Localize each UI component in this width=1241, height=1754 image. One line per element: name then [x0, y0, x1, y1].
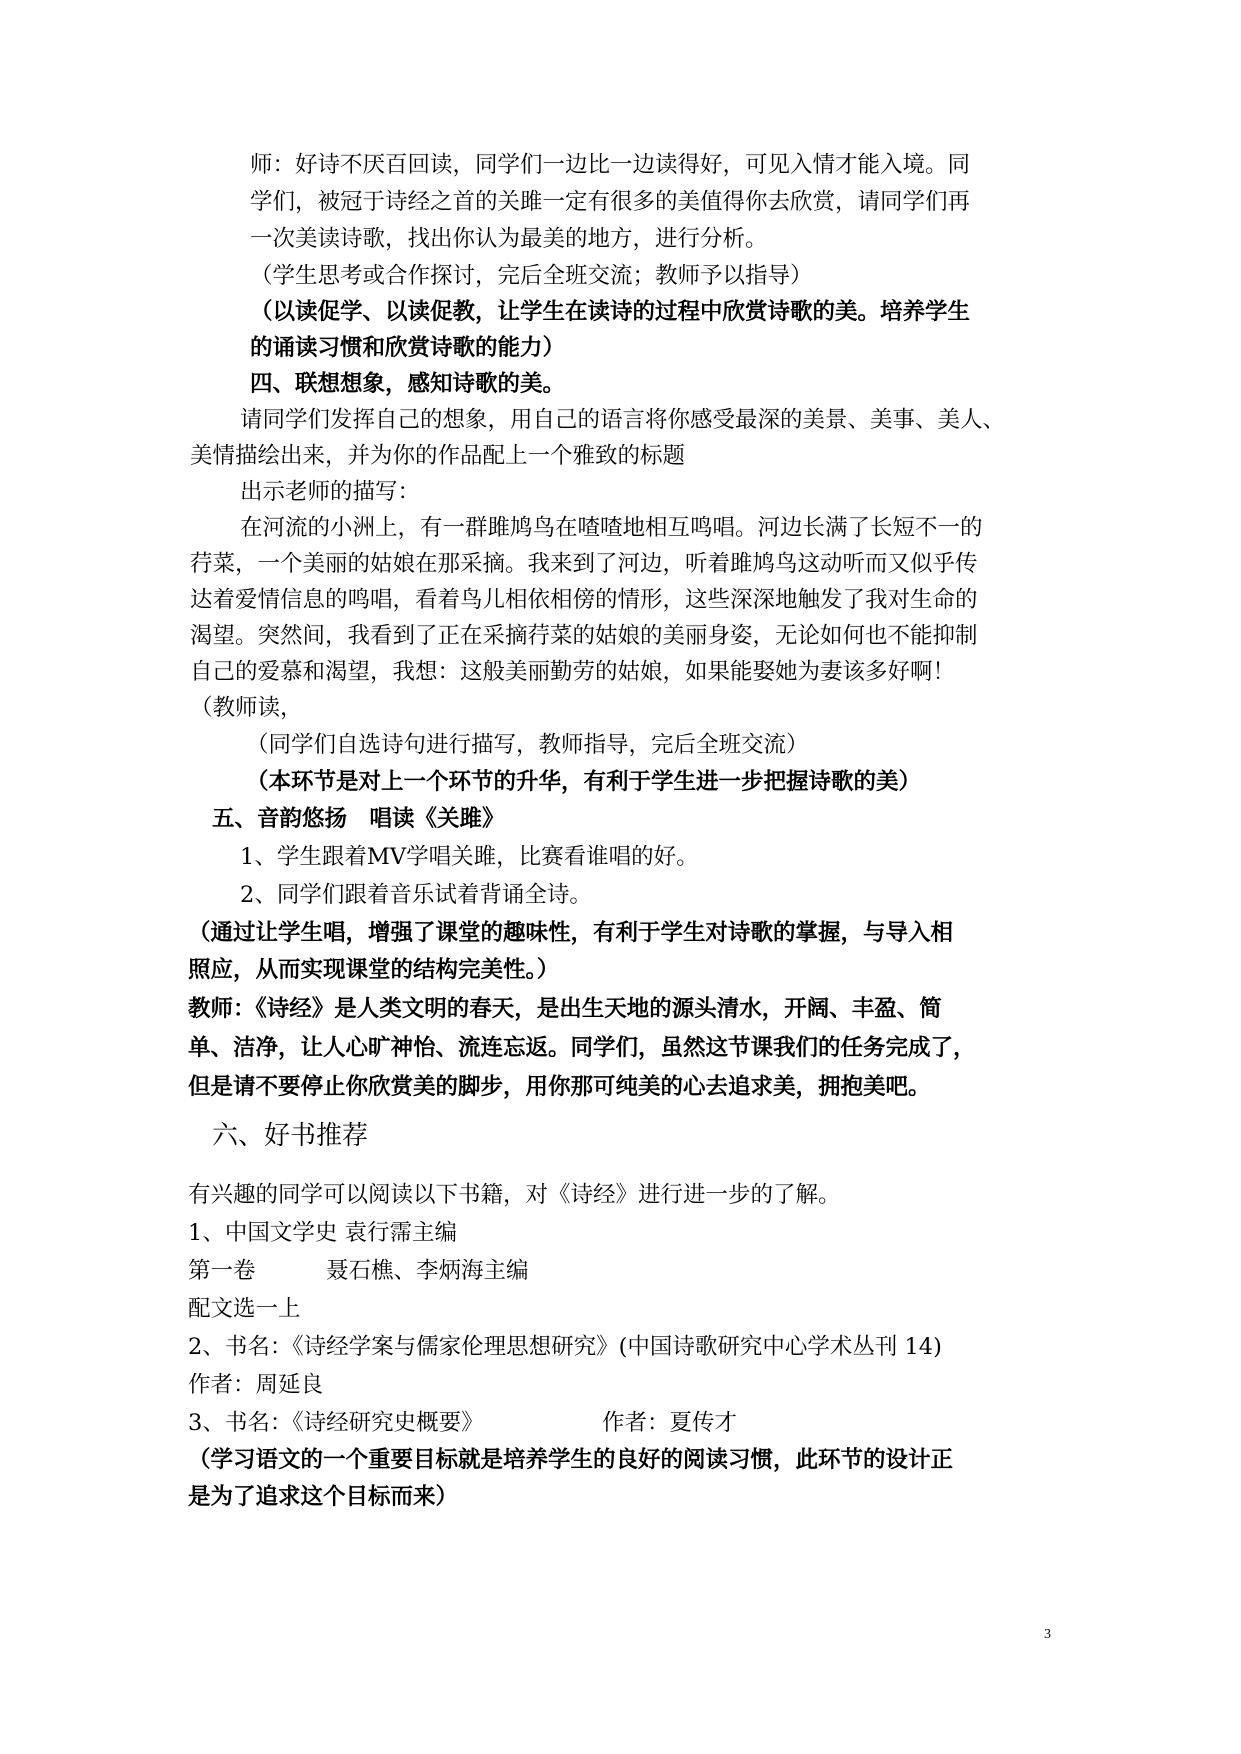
- bold-note: （通过让学生唱，增强了课堂的趣味性，有利于学生对诗歌的掌握，与导入相: [188, 920, 954, 946]
- list-item: 2、书名：《诗经学案与儒家伦理思想研究》(中国诗歌研究中心学术丛刊 14): [188, 1334, 942, 1360]
- paragraph-line: 渴望。突然间，我看到了正在采摘荇菜的姑娘的美丽身姿，无论如何也不能抑制: [190, 623, 978, 649]
- bold-note: （以读促学、以读促教，让学生在读诗的过程中欣赏诗歌的美。培养学生: [250, 299, 971, 325]
- section-heading: 五、音韵悠扬 唱读《关雎》: [212, 806, 505, 832]
- paragraph-line: 有兴趣的同学可以阅读以下书籍，对《诗经》进行进一步的了解。: [188, 1182, 841, 1208]
- list-item: 作者：夏传才: [602, 1410, 738, 1436]
- bold-paragraph: 但是请不要停止你欣赏美的脚步，用你那可纯美的心去追求美，拥抱美吧。: [188, 1074, 931, 1100]
- bold-note: 的诵读习惯和欣赏诗歌的能力）: [250, 335, 566, 361]
- section-heading: 四、联想想象，感知诗歌的美。: [250, 371, 566, 397]
- paragraph-line: （学生思考或合作探讨，完后全班交流；教师予以指导）: [250, 263, 813, 289]
- paragraph-line: （同学们自选诗句进行描写，教师指导，完后全班交流）: [246, 732, 809, 758]
- section-heading: 六、好书推荐: [212, 1121, 369, 1151]
- paragraph-line: 学们，被冠于诗经之首的关雎一定有很多的美值得你去欣赏，请同学们再: [250, 189, 971, 215]
- paragraph-line: 师：好诗不厌百回读，同学们一边比一边读得好，可见入情才能入境。同: [250, 152, 971, 178]
- paragraph-line: 一次美读诗歌，找出你认为最美的地方，进行分析。: [250, 226, 768, 252]
- paragraph-line: 达着爱情信息的鸣唱，看着鸟儿相依相傍的情形，这些深深地触发了我对生命的: [190, 587, 978, 613]
- list-item: 第一卷: [188, 1258, 256, 1284]
- paragraph-line: 2、同学们跟着音乐试着背诵全诗。: [240, 882, 592, 908]
- paragraph-line: 1、学生跟着MV学唱关雎，比赛看谁唱的好。: [240, 844, 699, 870]
- paragraph-line: 出示老师的描写：: [240, 479, 421, 505]
- paragraph-line: 荇菜，一个美丽的姑娘在那采摘。我来到了河边，听着雎鸠鸟这动听而又似乎传: [190, 551, 978, 577]
- bold-note: 是为了追求这个目标而来）: [188, 1484, 459, 1510]
- page-number: 3: [1044, 1627, 1051, 1642]
- list-item: 聂石樵、李炳海主编: [326, 1258, 529, 1284]
- list-item: 1、中国文学史 袁行霈主编: [188, 1220, 457, 1246]
- bold-paragraph: 教师：《诗经》是人类文明的春天，是出生天地的源头清水，开阔、丰盈、简: [188, 996, 942, 1022]
- paragraph-line: 美情描绘出来，并为你的作品配上一个雅致的标题: [190, 443, 686, 469]
- list-item: 配文选一上: [188, 1296, 301, 1322]
- list-item: 作者：周延良: [188, 1372, 324, 1398]
- bold-paragraph: 单、洁净，让人心旷神怡、流连忘返。同学们，虽然这节课我们的任务完成了，: [188, 1035, 976, 1061]
- bold-note: （学习语文的一个重要目标就是培养学生的良好的阅读习惯，此环节的设计正: [188, 1447, 954, 1473]
- list-item: 3、书名：《诗经研究史概要》: [188, 1410, 484, 1436]
- paragraph-line: 自己的爱慕和渴望，我想：这般美丽勤劳的姑娘，如果能娶她为妻该多好啊！: [190, 659, 956, 685]
- paragraph-line: 在河流的小洲上，有一群雎鸠鸟在喳喳地相互鸣唱。河边长满了长短不一的: [240, 515, 983, 541]
- paragraph-line: 请同学们发挥自己的想象，用自己的语言将你感受最深的美景、美事、美人、: [240, 407, 1006, 433]
- paragraph-line: （教师读，: [190, 695, 303, 721]
- bold-note: 照应，从而实现课堂的结构完美性。）: [188, 957, 560, 983]
- bold-note: （本环节是对上一个环节的升华，有利于学生进一步把握诗歌的美）: [246, 769, 922, 795]
